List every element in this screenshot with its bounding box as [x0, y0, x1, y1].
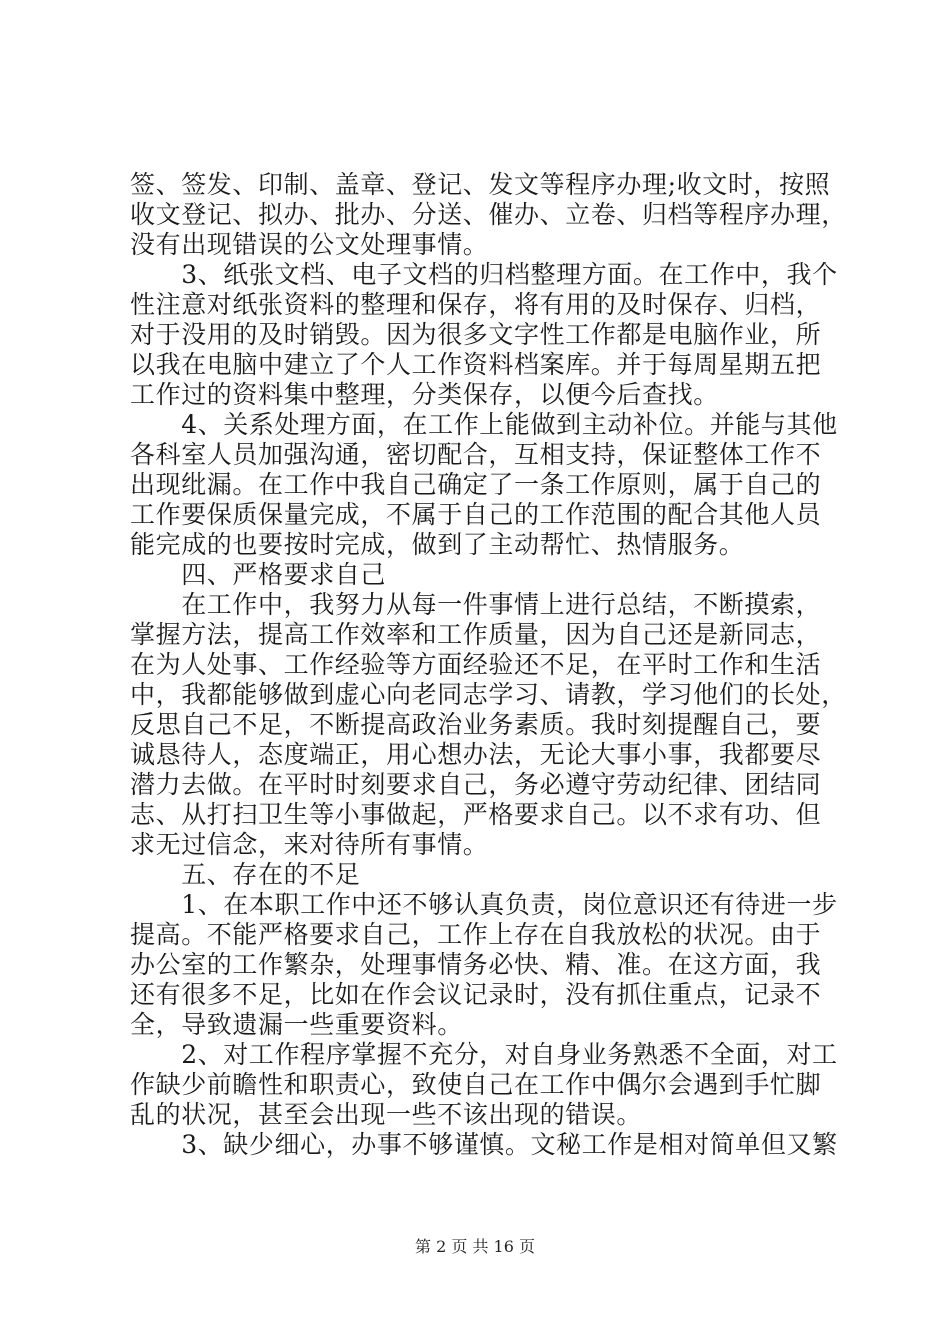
- text-line: 求无过信念，来对待所有事情。: [130, 830, 489, 859]
- text-line: 还有很多不足，比如在作会议记录时，没有抓住重点，记录不: [130, 980, 822, 1009]
- text-line: 志、从打扫卫生等小事做起，严格要求自己。以不求有功、但: [130, 800, 822, 829]
- text-line: 4、关系处理方面，在工作上能做到主动补位。并能与其他: [130, 410, 838, 439]
- text-line: 签、签发、印制、盖章、登记、发文等程序办理;收文时，按照: [130, 170, 831, 199]
- text-line: 性注意对纸张资料的整理和保存，将有用的及时保存、归档，: [130, 290, 822, 319]
- text-line: 出现纰漏。在工作中我自己确定了一条工作原则，属于自己的: [130, 470, 822, 499]
- text-line: 办公室的工作繁杂，处理事情务必快、精、准。在这方面，我: [130, 950, 822, 979]
- text-line: 1、在本职工作中还不够认真负责，岗位意识还有待进一步: [130, 890, 838, 919]
- page-number-footer: 第 2 页 共 16 页: [415, 1237, 535, 1256]
- document-body: [130, 170, 847, 1160]
- text-line: 3、缺少细心，办事不够谨慎。文秘工作是相对简单但又繁: [130, 1130, 838, 1159]
- text-line: 对于没用的及时销毁。因为很多文字性工作都是电脑作业，所: [130, 320, 822, 349]
- section-heading: 五、存在的不足: [130, 860, 361, 889]
- text-line: 工作要保质保量完成，不属于自己的工作范围的配合其他人员: [130, 500, 822, 529]
- text-line: 工作过的资料集中整理，分类保存，以便今后查找。: [130, 380, 719, 409]
- text-line: 2、对工作程序掌握不充分，对自身业务熟悉不全面，对工: [130, 1040, 838, 1069]
- text-line: 收文登记、拟办、批办、分送、催办、立卷、归档等程序办理，: [130, 200, 847, 229]
- text-line: 在为人处事、工作经验等方面经验还不足，在平时工作和生活: [130, 650, 822, 679]
- section-heading: 四、严格要求自己: [130, 560, 387, 589]
- text-line: 潜力去做。在平时时刻要求自己，务必遵守劳动纪律、团结同: [130, 770, 822, 799]
- text-line: 中，我都能够做到虚心向老同志学习、请教，学习他们的长处，: [130, 680, 847, 709]
- text-line: 掌握方法，提高工作效率和工作质量，因为自己还是新同志，: [130, 620, 822, 649]
- text-line: 反思自己不足，不断提高政治业务素质。我时刻提醒自己，要: [130, 710, 822, 739]
- text-line: 能完成的也要按时完成，做到了主动帮忙、热情服务。: [130, 530, 745, 559]
- text-line: 提高。不能严格要求自己，工作上存在自我放松的状况。由于: [130, 920, 822, 949]
- text-line: 没有出现错误的公文处理事情。: [130, 230, 489, 259]
- text-line: 诚恳待人，态度端正，用心想办法，无论大事小事，我都要尽: [130, 740, 822, 769]
- text-line: 各科室人员加强沟通，密切配合，互相支持，保证整体工作不: [130, 440, 822, 469]
- text-line: 3、纸张文档、电子文档的归档整理方面。在工作中，我个: [130, 260, 838, 289]
- text-line: 以我在电脑中建立了个人工作资料档案库。并于每周星期五把: [130, 350, 822, 379]
- text-line: 在工作中，我努力从每一件事情上进行总结，不断摸索，: [130, 590, 822, 619]
- text-line: 乱的状况，甚至会出现一些不该出现的错误。: [130, 1100, 643, 1129]
- text-line: 作缺少前瞻性和职责心，致使自己在工作中偶尔会遇到手忙脚: [130, 1070, 822, 1099]
- text-line: 全，导致遗漏一些重要资料。: [130, 1010, 463, 1039]
